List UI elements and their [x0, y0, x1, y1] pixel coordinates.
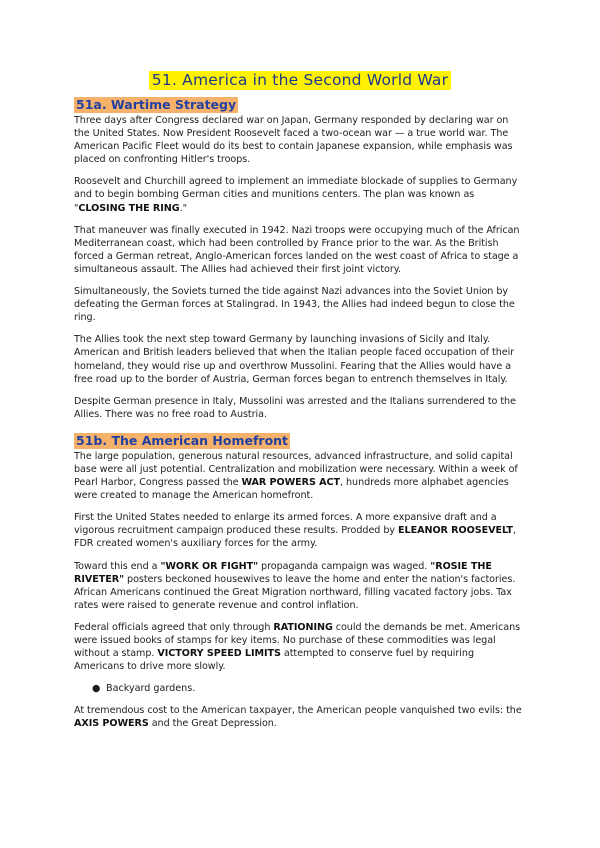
paragraph: Simultaneously, the Soviets turned the tide against Nazi advances into the Soviet Union by defeating the German forces at Stalingrad. In 1943, the Allies had indeed begun to close the ring.	[74, 286, 515, 324]
page-title: 51. America in the Second World War	[149, 71, 451, 90]
key-term: "ROSIE THE RIVETER"	[74, 560, 492, 585]
key-term: CLOSING THE RING	[78, 202, 180, 214]
section-heading: 51a. Wartime Strategy	[76, 97, 237, 112]
title-wrap	[74, 70, 526, 90]
key-term: RATIONING	[273, 621, 333, 633]
paragraph: That maneuver was finally executed in 1942. Nazi troops were occupying much of the African Mediterranean coast, which had been controlled by France prior to the war. As the British forced a German retreat, Anglo-American forces landed on the west coast of Africa to stage a simultaneous assault. The Allies had achieved their first joint victory.	[74, 224, 520, 275]
paragraph: The large population, generous natural resources, advanced infrastructure, and solid capital base were all just potential. Centralization and mobilization were necessary. Within a week of Pearl Harbor, Congress passed the WAR POWERS ACT, hundreds more alphabet agencies were created to manage the American homefront.	[74, 450, 518, 502]
paragraph: Toward this end a "WORK OR FIGHT" propaganda campaign was waged. "ROSIE THE RIVETER" posters beckoned housewives to leave the home and enter the nation's factories. African Americans continued the Great Migration northward, filling vacated factory jobs. Tax rates were raised to generate revenue and control inflation.	[74, 560, 516, 611]
paragraph: The Allies took the next step toward Germany by launching invasions of Sicily and Italy. American and British leaders believed that when the Italian people faced occupation of their homeland, they would rise up and overthrow Mussolini. Fearing that the Allies would have a free road up to the border of Austria, German forces began to entrench themselves in Italy.	[74, 334, 515, 385]
paragraph: Roosevelt and Churchill agreed to implement an immediate blockade of supplies to Germany and to begin bombing German cities and munitions centers. The plan was known as "CLOSING THE RING."	[74, 176, 518, 214]
key-term: AXIS POWERS	[74, 718, 149, 730]
section-heading: 51b. The American Homefront	[76, 432, 289, 448]
section-american-homefront	[74, 430, 526, 731]
section-wartime-strategy	[74, 94, 526, 421]
key-term: VICTORY SPEED LIMITS	[157, 648, 281, 660]
list-item: ● Backyard gardens.	[92, 683, 196, 695]
paragraph: Three days after Congress declared war on Japan, Germany responded by declaring war on the United States. Now President Roosevelt faced a two-ocean war — a true world war. The American Pacific Fleet would do its best to contain Japanese expansion, while emphasis was placed on confronting Hitler's troops.	[74, 115, 513, 166]
bullet-icon: ●	[92, 683, 101, 695]
paragraph: First the United States needed to enlarge its armed forces. A more expansive draft and a vigorous recruitment campaign produced these results. Prodded by ELEANOR ROOSEVELT, FDR created women's auxiliary forces for the army.	[74, 512, 516, 550]
paragraph: At tremendous cost to the American taxpayer, the American people vanquished two evils: the AXIS POWERS and the Great Depression.	[74, 705, 522, 730]
paragraph: Federal officials agreed that only through RATIONING could the demands be met. Americans were issued books of stamps for key items. No purchase of these commodities was legal without a stamp. VICTORY SPEED LIMITS attempted to conserve fuel by requiring Americans to drive more slowly.	[74, 621, 521, 673]
key-term: "WORK OR FIGHT"	[160, 560, 259, 572]
bullet-list	[74, 682, 526, 695]
key-term: WAR POWERS ACT	[241, 477, 341, 489]
paragraph: Despite German presence in Italy, Mussolini was arrested and the Italians surrendered to the Allies. There was no free road to Austria.	[74, 395, 516, 420]
key-term: ELEANOR ROOSEVELT	[398, 525, 513, 537]
